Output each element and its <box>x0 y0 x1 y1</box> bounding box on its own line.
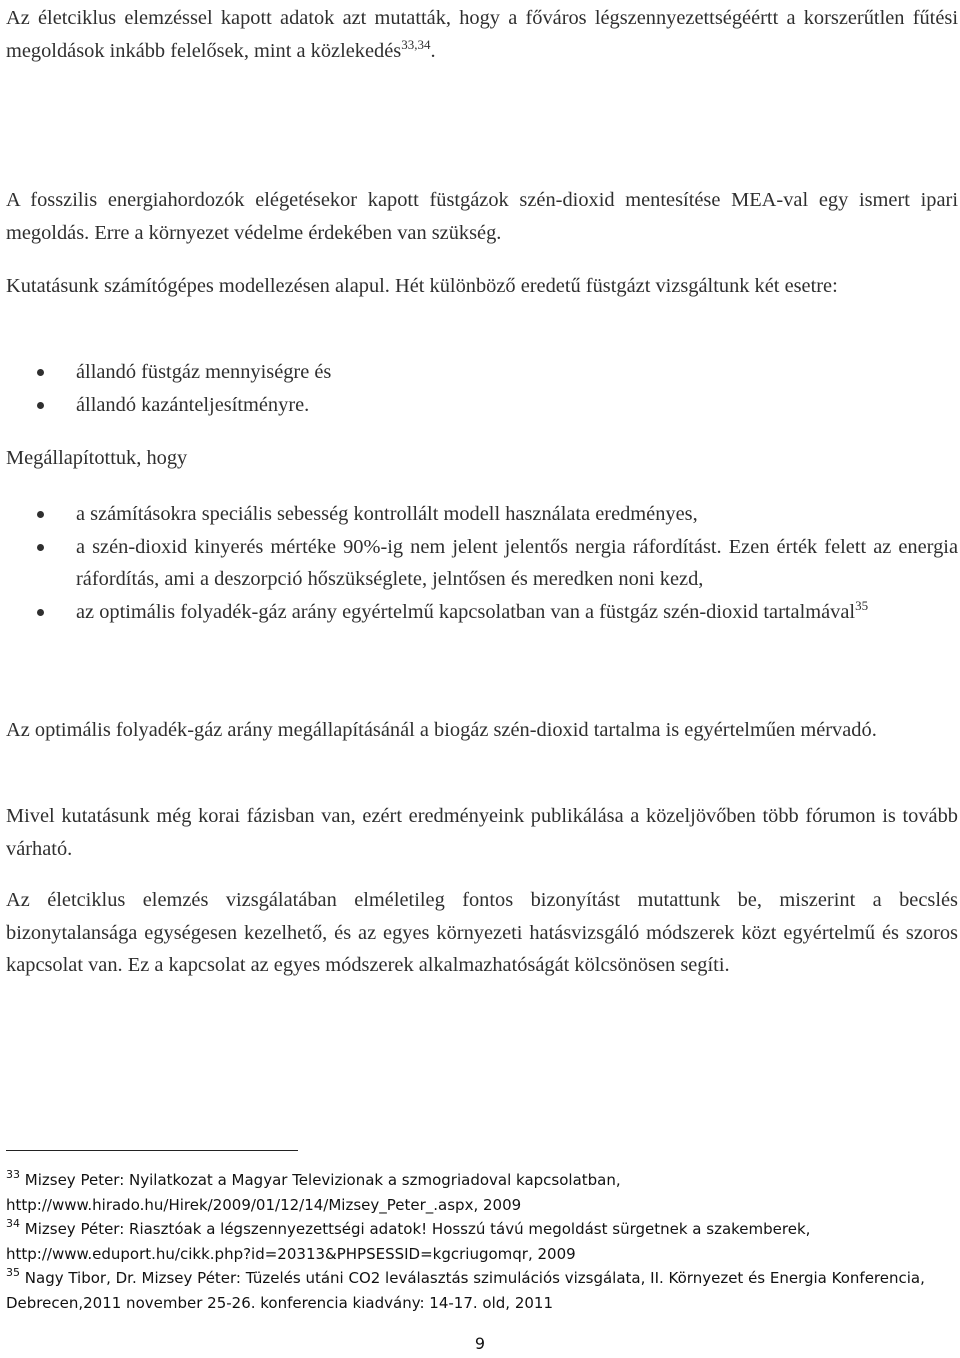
bullet-icon <box>37 544 44 551</box>
paragraph-lifecycle-intro: Az életciklus elemzéssel kapott adatok azt mutatták, hogy a főváros légszennyezettségéértt a korszerűtlen fűtési megoldások inkább felelősek, mint a közlekedés$^{33,34}$. <box>6 7 958 62</box>
footnote-35: $^{35}$ Nagy Tibor, Dr. Mizsey Péter: Tüzelés utáni CO2 leválasztás szimulációs vizsgálata, II. Környezet és Energia Konferencia, Debrecen,2011 november 25-26. konferencia kiadvány: 14-17. old, 2011 <box>6 1266 925 1312</box>
findings-list <box>0 498 958 628</box>
list-item: állandó füstgáz mennyiségre és <box>0 356 958 389</box>
paragraph-publication: Mivel kutatásunk még korai fázisban van, ezért eredményeink publikálása a közeljövőben több fórumon is tovább várható. <box>6 805 958 860</box>
bullet-icon <box>37 402 44 409</box>
paragraph-biogas: Az optimális folyadék-gáz arány megállapításánál a biogáz szén-dioxid tartalma is egyértelműen mérvadó. <box>6 719 877 741</box>
footnote-ref-33-34[interactable]: 33,34 <box>401 36 431 52</box>
list-item: a szén-dioxid kinyerés mértéke 90%-ig nem jelent jelentős nergia ráfordítást. Ezen érték felett az energia ráfordítás, ami a deszorpció hőszükséglete, jelntősen és meredken noni kezd, <box>0 531 958 596</box>
paragraph-lifecycle-conclusion: Az életciklus elemzés vizsgálatában elméletileg fontos bizonyítást mutattunk be, miszerint a becslés bizonytalansága egységesen kezelhető, és az egyes környezeti hatásvizsgáló módszerek közt egyértelmű és szoros kapcsolat van. Ez a kapcsolat az egyes módszerek alkalmazhatóságát kölcsönösen segíti. <box>6 889 958 976</box>
footnote-separator <box>6 1150 298 1151</box>
paragraph-mea: A fosszilis energiahordozók elégetésekor kapott füstgázok szén-dioxid mentesítése MEA-val egy ismert ipari megoldás. Erre a környezet védelme érdekében van szükség. <box>6 189 958 244</box>
page-number: 9 <box>474 1334 486 1353</box>
list-item: a számításokra speciális sebesség kontrollált modell használata eredményes, <box>0 498 958 531</box>
paragraph-findings-intro: Megállapítottuk, hogy <box>6 447 188 469</box>
bullet-icon <box>37 369 44 376</box>
list-item: az optimális folyadék-gáz arány egyértelmű kapcsolatban van a füstgáz szén-dioxid tartalmával$^{35}$ <box>0 596 958 629</box>
footnote-33: $^{33}$ Mizsey Peter: Nyilatkozat a Magyar Televizionak a szmogriadoval kapcsolatban, http://www.hirado.hu/Hirek/2009/01/12/14/Mizsey_Peter_.aspx, 2009 <box>6 1168 621 1214</box>
cases-list <box>0 356 958 421</box>
paragraph-research-method: Kutatásunk számítógépes modellezésen alapul. Hét különböző eredetű füstgázt vizsgáltunk két esetre: <box>6 275 838 297</box>
footnotes <box>6 1168 958 1315</box>
footnote-34: $^{34}$ Mizsey Péter: Riasztóak a légszennyezettségi adatok! Hosszú távú megoldást sürgetnek a szakemberek, http://www.eduport.hu/cikk.php?id=20313&PHPSESSID=kgcriugomqr, 2009 <box>6 1217 811 1263</box>
list-item: állandó kazánteljesítményre. <box>0 389 958 422</box>
bullet-icon <box>37 609 44 616</box>
footnote-ref-35[interactable]: 35 <box>855 597 869 613</box>
bullet-icon <box>37 511 44 518</box>
